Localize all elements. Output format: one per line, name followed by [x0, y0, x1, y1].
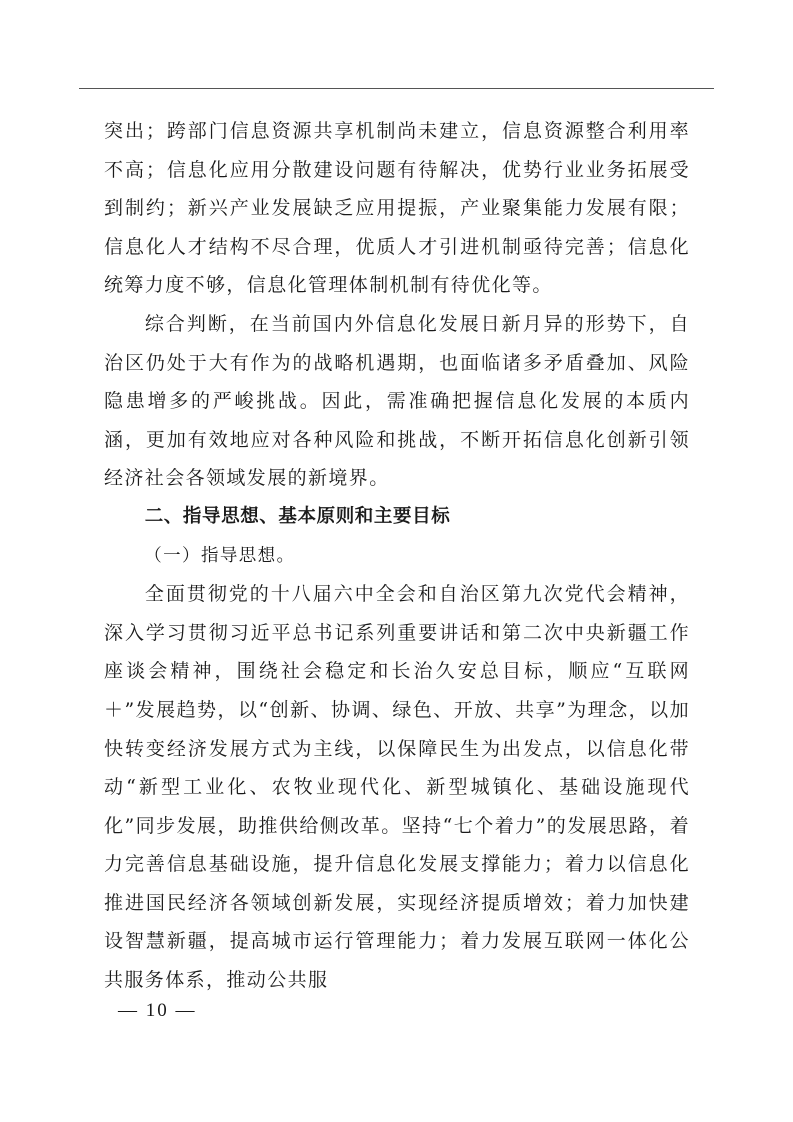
paragraph-assessment: 综合判断，在当前国内外信息化发展日新月异的形势下，自治区仍处于大有作为的战略机遇期，也面临诸多矛盾叠加、风险隐患增多的严峻挑战。因此，需准确把握信息化发展的本质内涵，更加有效地应对各种风险和挑战，不断开拓信息化创新引领经济社会各领域发展的新境界。	[104, 312, 690, 490]
paragraph-guiding-ideology: 全面贯彻党的十八届六中全会和自治区第九次党代会精神，深入学习贯彻习近平总书记系列重要讲话和第二次中央新疆工作座谈会精神，围绕社会稳定和长治久安总目标，顺应“互联网＋”发展趋势，以“创新、协调、绿色、开放、共享”为理念，以加快转变经济发展方式为主线，以保障民生为出发点，以信息化带动“新型工业化、农牧业现代化、新型城镇化、基础设施现代化”同步发展，助推供给侧改革。坚持“七个着力”的发展思路，着力完善信息基础设施，提升信息化发展支撑能力；着力以信息化推进国民经济各领域创新发展，实现经济提质增效；着力加快建设智慧新疆，提高城市运行管理能力；着力发展互联网一体化公共服务体系，推动公共服	[104, 583, 690, 992]
section-heading: 二、指导思想、基本原则和主要目标	[144, 505, 451, 527]
subsection-heading: （一）指导思想。	[144, 545, 296, 566]
document-body	[104, 112, 690, 1000]
page-number: — 10 —	[118, 1000, 197, 1021]
paragraph-continued: 突出；跨部门信息资源共享机制尚未建立，信息资源整合利用率不高；信息化应用分散建设问题有待解决，优势行业业务拓展受到制约；新兴产业发展缺乏应用提振，产业聚集能力发展有限；信息化人才结构不尽合理，优质人才引进机制亟待完善；信息化统筹力度不够，信息化管理体制机制有待优化等。	[104, 120, 690, 297]
header-rule	[79, 88, 714, 89]
